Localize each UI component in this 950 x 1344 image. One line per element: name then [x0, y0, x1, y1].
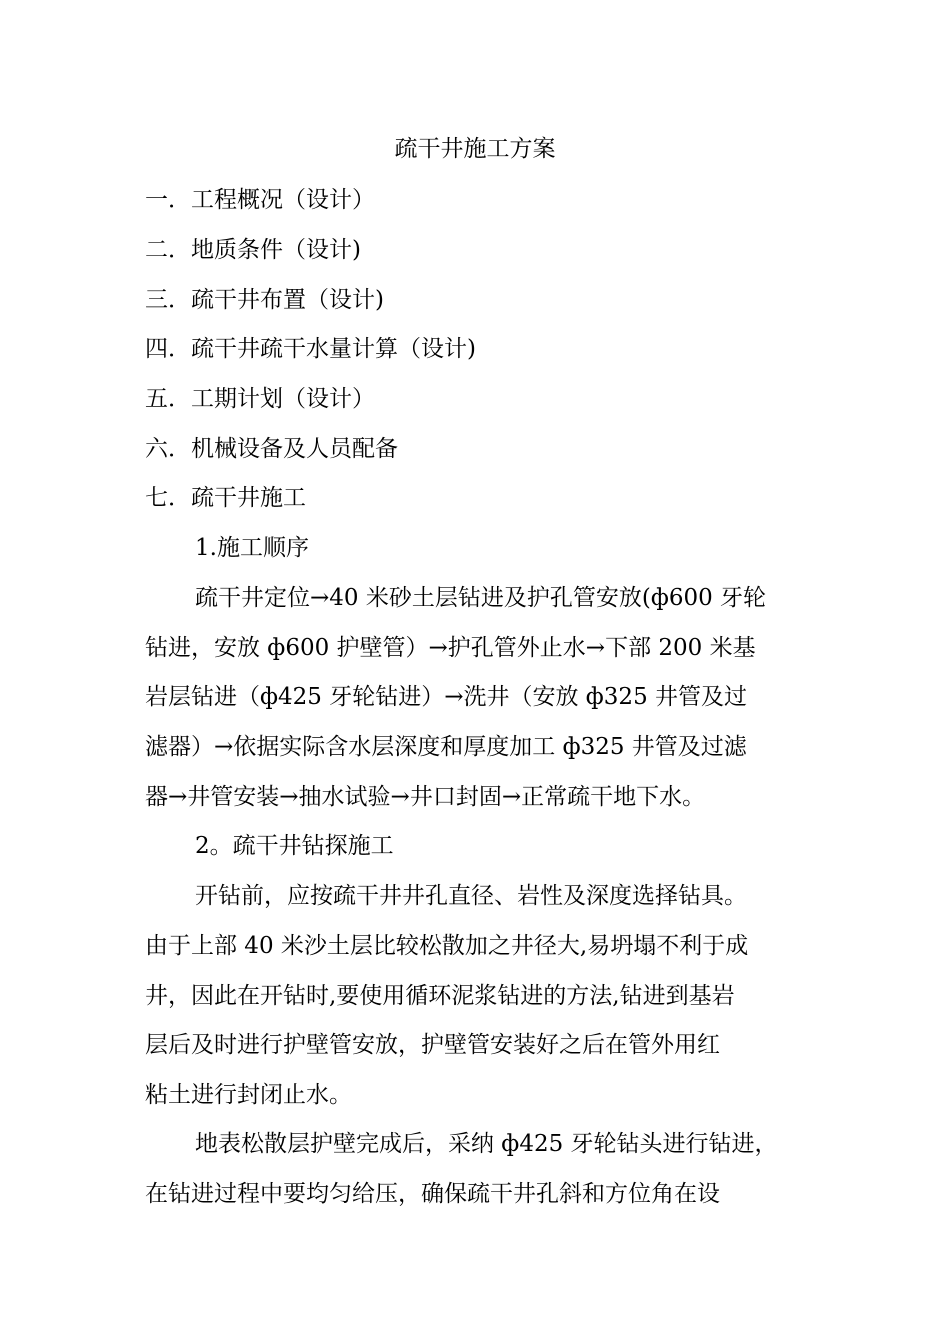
document-title: 疏干井施工方案 — [394, 136, 556, 162]
outline-item-4: 四．疏干井疏干水量计算（设计) — [145, 336, 476, 362]
section-1-line: 疏干井定位→40 米砂土层钻进及护孔管安放(ф600 牙轮 — [195, 585, 767, 611]
outline-item-6: 六．机械设备及人员配备 — [145, 436, 398, 462]
section-2-para1-line: 开钻前，应按疏干井井孔直径、岩性及深度选择钻具。 — [195, 883, 747, 909]
outline-item-2: 二．地质条件（设计) — [145, 237, 361, 263]
outline-item-7: 七．疏干井施工 — [145, 485, 306, 511]
section-1-line: 器→井管安装→抽水试验→井口封固→正常疏干地下水。 — [145, 784, 706, 810]
outline-item-3: 三．疏干井布置（设计) — [145, 287, 384, 313]
section-2-para1-line: 井，因此在开钻时,要使用循环泥浆钻进的方法,钻进到基岩 — [145, 983, 735, 1009]
section-2-para1-line: 由于上部 40 米沙土层比较松散加之井径大,易坍塌不利于成 — [145, 933, 749, 959]
section-1-line: 滤器）→依据实际含水层深度和厚度加工 ф325 井管及过滤 — [145, 734, 747, 760]
section-2-heading: 2。疏干井钻探施工 — [195, 833, 394, 859]
section-2-para2-line: 地表松散层护壁完成后，采纳 ф425 牙轮钻头进行钻进， — [195, 1131, 778, 1157]
section-1-line: 岩层钻进（ф425 牙轮钻进）→洗井（安放 ф325 井管及过 — [145, 684, 748, 710]
outline-item-5: 五．工期计划（设计） — [145, 386, 375, 412]
section-1-heading: 1.施工顺序 — [195, 535, 309, 561]
section-1-line: 钻进，安放 ф600 护壁管）→护孔管外止水→下部 200 米基 — [145, 635, 756, 661]
section-2-para2-line: 在钻进过程中要均匀给压，确保疏干井孔斜和方位角在设 — [145, 1181, 720, 1207]
outline-item-1: 一．工程概况（设计） — [145, 187, 375, 213]
section-2-para1-line: 层后及时进行护壁管安放，护壁管安装好之后在管外用红 — [145, 1032, 720, 1058]
section-2-para1-line: 粘土进行封闭止水。 — [145, 1082, 352, 1108]
